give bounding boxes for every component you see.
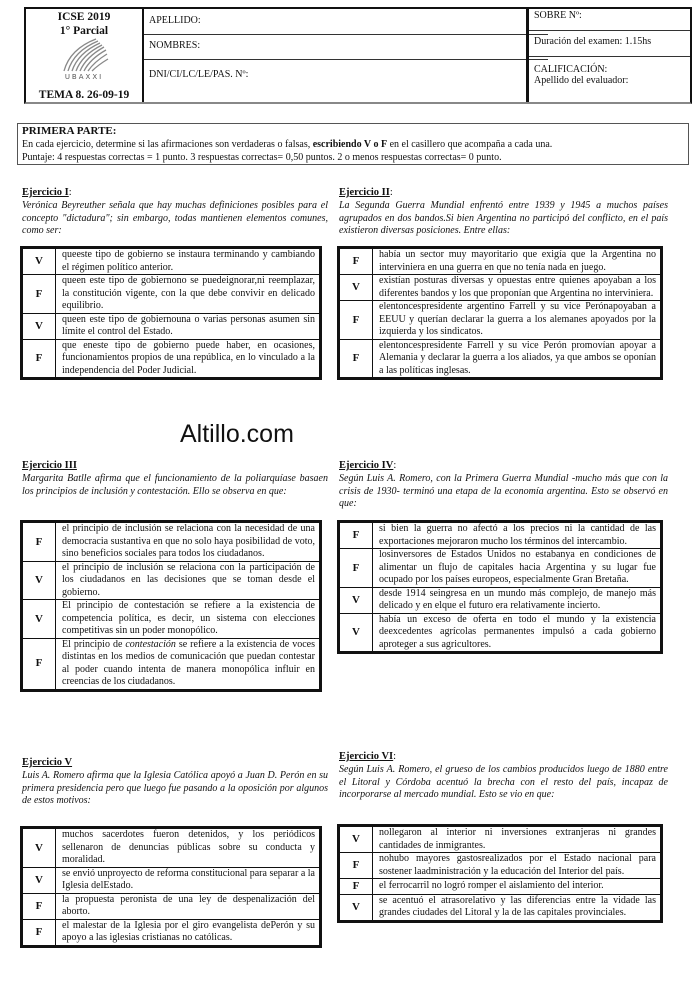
answer-cell[interactable]: V	[22, 313, 56, 339]
watermark: Altillo.com	[180, 420, 294, 448]
nombres-field[interactable]: NOMBRES:	[149, 40, 201, 51]
duracion-label: Duración del examen: 1.15hs	[534, 36, 652, 47]
exercise-header	[22, 752, 328, 808]
sobre-field[interactable]: SOBRE Nº:	[534, 10, 582, 21]
exercise-title-colon: :	[389, 187, 393, 198]
statement-text: la propuesta peronista de una ley de despenalización del aborto.	[56, 893, 321, 919]
statement-text: el principio de inclusión se relaciona con la necesidad de una democracia sustantiva en que no solo haya posibilidad de voto, sino beneficios sociales para todos los ciudadanos.	[56, 522, 321, 562]
statement-row	[22, 339, 321, 379]
apellido-field[interactable]: APELLIDO:	[149, 15, 201, 26]
statement-row	[22, 828, 321, 868]
statement-text: había un exceso de oferta en todo el mundo y la existencia deexcedentes agrícolas permanentes impulsó a cada gobierno aproteger a sus agricultores.	[373, 613, 662, 653]
statement-text: el malestar de la Iglesia por el giro evangelista dePerón y su apoyo a las iglesias cristianas no católicas.	[56, 919, 321, 946]
exercise-title-colon: :	[393, 751, 397, 762]
ubaxxi-logo-icon	[60, 37, 110, 73]
documento-field[interactable]: DNI/CI/LC/LE/PAS. Nº:	[149, 69, 249, 80]
exercise-title: Ejercicio V	[22, 757, 73, 768]
statement-row	[22, 893, 321, 919]
exercise-intro: Margarita Batlle afirma que el funcionamiento de la poliarquíase basaen los principios de inclusión y contestación. Ello se observa en que:	[22, 473, 328, 497]
answer-cell[interactable]: V	[22, 828, 56, 868]
exercise-header	[22, 182, 328, 238]
answer-cell[interactable]: F	[22, 919, 56, 946]
statement-row	[339, 587, 662, 613]
answer-cell[interactable]: V	[339, 587, 373, 613]
answer-table	[337, 246, 663, 380]
calificacion-field[interactable]: CALIFICACIÓN:	[534, 64, 608, 75]
answer-cell[interactable]: F	[339, 301, 373, 340]
statement-text: había un sector muy mayoritario que exigía que la Argentina no interviniera en una guerra en que no tenía nada en juego.	[373, 248, 662, 275]
statement-text: que eneste tipo de gobierno puede haber, en ocasiones, funcionamientos propios de una república, en lo vinculado a la independencia del Poder Judicial.	[56, 339, 321, 379]
statement-text: queeste tipo de gobierno se instaura terminando y cambiando el régimen político anterior.	[56, 248, 321, 275]
answer-table	[337, 520, 663, 654]
answer-cell[interactable]: F	[339, 879, 373, 895]
exercise-intro: Según Luis A. Romero, con la Primera Guerra Mundial -mucho más que con la crisis de 1930- terminó una etapa de la economía argentina. Esto se observó en que:	[339, 473, 668, 509]
answer-table	[20, 826, 322, 948]
statement-text: elentoncespresidente Farrell y su vice Perón promovían apoyar a Alemania y declarar la guerra a los aliados, ya que ambos se oponían a las políticas inglesas.	[373, 339, 662, 379]
statement-text: si bien la guerra no afectó a los precios ni la cantidad de las exportaciones mejoraron mucho los términos del intercambio.	[373, 522, 662, 549]
exam-header	[24, 7, 692, 104]
statement-row	[22, 248, 321, 275]
statement-row	[339, 853, 662, 879]
statement-row	[339, 549, 662, 588]
statement-text: se acentuó el atrasorelativo y las diferencias entre la vidade las grandes ciudades del Litoral y la de las capitales provinciales.	[373, 894, 662, 921]
answer-cell[interactable]: V	[22, 248, 56, 275]
statement-row	[22, 561, 321, 600]
statement-text: El principio de contestación se refiere a la existencia de competencia política, es decir, un sistema con elecciones competitivas sin un poder monopólico.	[56, 600, 321, 639]
statement-text: se envió unproyecto de reforma constitucional para separar a la Iglesia delEstado.	[56, 867, 321, 893]
answer-cell[interactable]: V	[22, 561, 56, 600]
exercise-intro: Luis A. Romero afirma que la Iglesia Católica apoyó a Juan D. Perón en su primera presidencia pero que luego fue pasando a la oposición por algunos de estos motivos:	[22, 770, 328, 806]
statement-row	[339, 826, 662, 853]
statement-text: elentoncespresidente argentino Farrell y su vice Perónapoyaban a EEUU y querían declarar la guerra a los alemanes apoyados por la izquierda y los sindicatos.	[373, 301, 662, 340]
statement-row	[339, 879, 662, 895]
statement-row	[339, 275, 662, 301]
answer-cell[interactable]: F	[22, 522, 56, 562]
exercise-header	[339, 746, 668, 802]
exam-label: 1° Parcial	[59, 25, 109, 37]
answer-cell[interactable]: V	[339, 894, 373, 921]
answer-table	[337, 824, 663, 923]
answer-cell[interactable]: F	[22, 638, 56, 690]
instructions-box	[17, 123, 689, 165]
statement-row	[339, 248, 662, 275]
statement-text: nollegaron al interior ni inversiones extranjeras ni grandes cantidades de inmigrantes.	[373, 826, 662, 853]
statement-text: el ferrocarril no logró romper el aislamiento del interior.	[373, 879, 662, 895]
statement-row	[339, 301, 662, 340]
statement-text: nohubo mayores gastosrealizados por el Estado nacional para sostener laadministración y la educación del Interior del país.	[373, 853, 662, 879]
statement-row	[22, 275, 321, 314]
exercise-title: Ejercicio IV	[339, 460, 394, 471]
statement-text: losinversores de Estados Unidos no estabanya en condiciones de alimentar un flujo de capitales hacia Argentina y su lugar fue ocupado por los países europeos, especialmente Gran Bretaña.	[373, 549, 662, 588]
answer-cell[interactable]: V	[22, 867, 56, 893]
exam-meta-box	[526, 9, 690, 102]
answer-cell[interactable]: F	[339, 248, 373, 275]
statement-row	[339, 894, 662, 921]
exercise-title-colon: :	[68, 187, 72, 198]
statement-text: El principio de contestación se refiere a la existencia de voces distintas en los medios de comunicación que puedan contestar al poder cuando intenta de manera monopólica influir en creencias de los ciudadanos.	[56, 638, 321, 690]
exercise-intro: Verónica Beyreuther señala que hay muchas definiciones posibles para el concepto "dictadura"; sin embargo, todas mantienen elementos comunes, como ser:	[22, 200, 328, 236]
statement-text: muchos sacerdotes fueron detenidos, y los periódicos sellenaron de denuncias públicas sobre su conducta y moralidad.	[56, 828, 321, 868]
exercise-intro: La Segunda Guerra Mundial enfrentó entre 1939 y 1945 a muchos países agrupados en dos bandos.Si bien Argentina no participó del conflicto, en el país existieron diversas posiciones. Entre ellas:	[339, 200, 668, 236]
tema-label: TEMA 8. 26-09-19	[38, 89, 130, 101]
exercise-title-colon: :	[393, 460, 397, 471]
answer-cell[interactable]: V	[22, 600, 56, 639]
answer-cell[interactable]: F	[339, 339, 373, 379]
exercise-title: Ejercicio III	[22, 460, 77, 471]
statement-row	[22, 638, 321, 690]
course-label: ICSE 2019	[57, 11, 111, 23]
answer-cell[interactable]: F	[22, 339, 56, 379]
answer-cell[interactable]: F	[22, 893, 56, 919]
exercise-intro: Según Luis A. Romero, el grueso de los cambios producidos luego de 1880 entre el Litoral y Córdoba acentuó la brecha con el resto del país, incapaz de incorporarse al mercado mundial. Esto se vio en que:	[339, 764, 668, 800]
answer-table	[20, 520, 322, 692]
statement-row	[339, 613, 662, 653]
answer-cell[interactable]: V	[339, 275, 373, 301]
exercise-title: Ejercicio II	[339, 187, 390, 198]
section-title: PRIMERA PARTE:	[22, 125, 117, 137]
answer-cell[interactable]: V	[339, 613, 373, 653]
answer-cell[interactable]: V	[339, 826, 373, 853]
exercise-header	[339, 182, 668, 238]
logo-text: UBAXXI	[64, 73, 104, 81]
statement-row	[22, 313, 321, 339]
statement-text: queen este tipo de gobiernono se puedeignorar,ni reemplazar, la constitución vigente, con la que debe convivir en delicado equilibrio.	[56, 275, 321, 314]
statement-text: el principio de inclusión se relaciona con la participación de los ciudadanos en las decisiones que se toman desde el gobierno.	[56, 561, 321, 600]
statement-text: desde 1914 seingresa en un mundo más complejo, de manejo más delicado y en elque el futuro era relativamente incierto.	[373, 587, 662, 613]
student-fields	[144, 9, 548, 102]
answer-table	[20, 246, 322, 380]
instruction-text: En cada ejercicio, determine si las afirmaciones son verdaderas o falsas, escribiendo V o F en el casillero que acompaña a cada una.	[22, 139, 553, 150]
answer-cell[interactable]: F	[339, 853, 373, 879]
exercise-title: Ejercicio I	[22, 187, 69, 198]
exam-info-box	[26, 9, 144, 102]
exercise-header	[339, 455, 668, 511]
statement-row	[339, 522, 662, 549]
statement-row	[22, 600, 321, 639]
answer-cell[interactable]: F	[22, 275, 56, 314]
statement-row	[22, 522, 321, 562]
statement-row	[22, 919, 321, 946]
exercise-title: Ejercicio VI	[339, 751, 394, 762]
evaluador-field[interactable]: Apellido del evaluador:	[534, 75, 629, 86]
statement-text: existían posturas diversas y opuestas entre quienes apoyaban a los diferentes bandos y los que proponían que Argentina no interviniera.	[373, 275, 662, 301]
statement-row	[339, 339, 662, 379]
scoring-text: Puntaje: 4 respuestas correctas = 1 punto. 3 respuestas correctas= 0,50 puntos. 2 o menos respuestas correctas= 0 punto.	[22, 152, 502, 163]
statement-text: queen este tipo de gobiernouna o varias personas asumen sin límite el control del Estado.	[56, 313, 321, 339]
statement-row	[22, 867, 321, 893]
answer-cell[interactable]: F	[339, 522, 373, 549]
exercise-header	[22, 455, 328, 498]
answer-cell[interactable]: F	[339, 549, 373, 588]
